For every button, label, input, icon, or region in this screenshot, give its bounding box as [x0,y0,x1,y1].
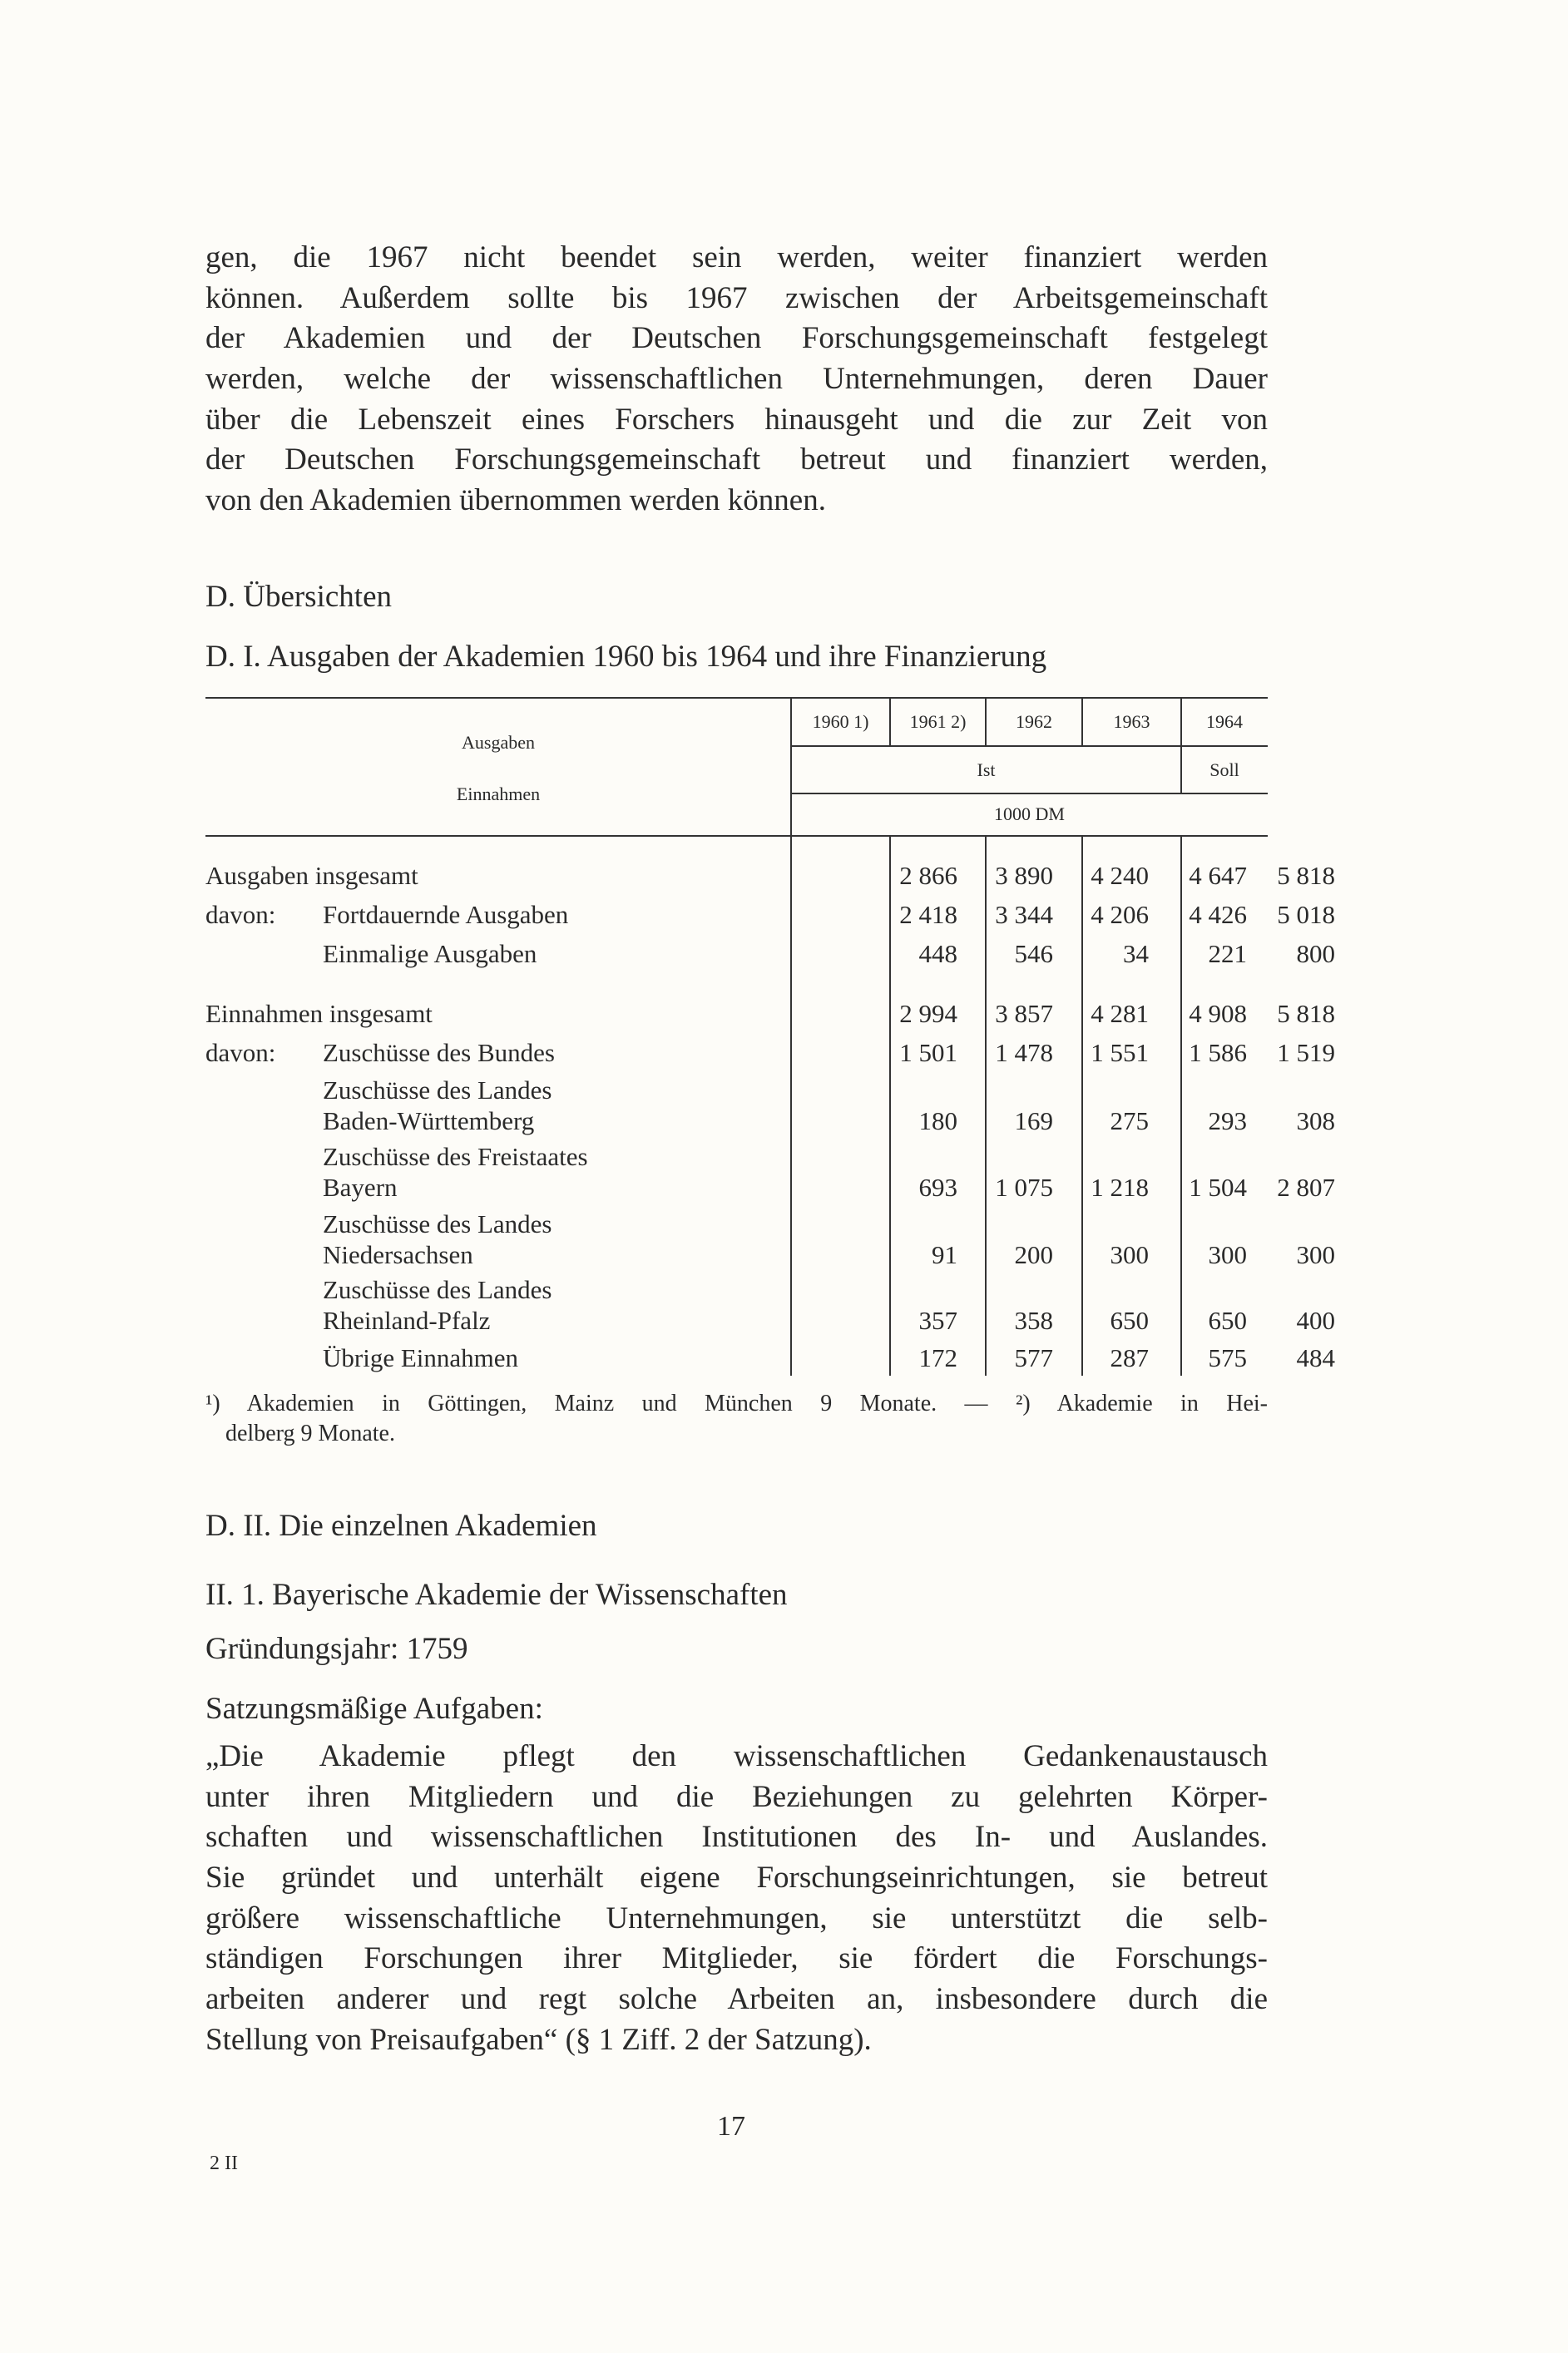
cell: 2 866 [899,861,957,890]
text-line: über die Lebenszeit eines Forschers hinausgeht und die zur Zeit von [205,402,1268,437]
cell: 1 504 [1189,1173,1247,1202]
table-row [205,1209,1335,1270]
year-header: 1963 [1113,711,1150,732]
row-label: Einmalige Ausgaben [323,939,537,968]
cell: 221 [1208,939,1247,968]
table-rule [791,745,1268,747]
text-line: von den Akademien übernommen werden können. [205,483,826,518]
intro-paragraph [205,238,1268,522]
text-line: schaften und wissenschaftlichen Institutionen des In- und Auslandes. [205,1820,1268,1855]
cell: 650 [1110,1306,1149,1335]
table-top-rule [205,697,1268,699]
year-header: 1962 [1016,711,1052,732]
text-line: größere wissenschaftliche Unternehmungen, sie unterstützt die selb- [205,1901,1268,1935]
cell: 5 018 [1277,900,1335,929]
cell: 4 281 [1091,999,1149,1028]
row-label-line2: Baden-Württemberg [323,1106,535,1135]
text-line: der Akademien und der Deutschen Forschungsgemeinschaft festgelegt [205,321,1268,356]
table-row [205,900,1335,930]
text-line: Sie gründet und unterhält eigene Forschungseinrichtungen, sie betreut [205,1861,1268,1896]
section-heading-d: D. Übersichten [205,580,392,614]
section-heading-ii1: II. 1. Bayerische Akademie der Wissenschaften [205,1578,788,1612]
text-line: ständigen Forschungen ihrer Mitglieder, sie fördert die Forschungs- [205,1941,1268,1976]
cell: 577 [1014,1343,1053,1372]
cell: 3 857 [995,999,1053,1028]
section-heading-d2: D. II. Die einzelnen Akademien [205,1509,597,1543]
footnote-line: ¹) Akademien in Göttingen, Mainz und München 9 Monate. — ²) Akademie in Hei- [205,1391,1268,1416]
statute-quote [205,1737,1268,2061]
table-row [205,1075,1335,1136]
table-row [205,1343,1335,1373]
cell: 200 [1014,1240,1053,1269]
row-label-line2: Bayern [323,1173,398,1202]
davon-label: davon: [205,900,276,929]
cell: 693 [918,1173,957,1202]
year-header: 1960 1) [812,711,869,732]
table-header-bottom-rule [205,835,1268,837]
tasks-heading: Satzungsmäßige Aufgaben: [205,1692,543,1726]
cell: 575 [1208,1343,1247,1372]
cell: 3 344 [995,900,1053,929]
page-number: 17 [717,2111,745,2142]
cell: 287 [1110,1343,1149,1372]
davon-label: davon: [205,1038,276,1067]
footnote-line: delberg 9 Monate. [225,1421,395,1446]
table-row [205,861,1335,891]
unit-header: 1000 DM [994,803,1065,824]
cell: 34 [1123,939,1149,968]
table-row [205,1275,1335,1336]
cell: 1 551 [1091,1038,1149,1067]
row-label-line2: Niedersachsen [323,1240,473,1269]
table-row [205,939,1335,969]
cell: 300 [1110,1240,1149,1269]
cell: 800 [1296,939,1335,968]
cell: 4 206 [1091,900,1149,929]
row-label-line1: Zuschüsse des Landes [323,1075,552,1105]
row-label-line2: Rheinland-Pfalz [323,1306,491,1335]
ist-header: Ist [977,759,996,780]
cell: 275 [1110,1106,1149,1135]
cell: 5 818 [1277,999,1335,1028]
row-label: Zuschüsse des Bundes [323,1038,555,1067]
cell: 169 [1014,1106,1053,1135]
cell: 308 [1296,1106,1335,1135]
stub-header-ausgaben: Ausgaben [462,732,535,753]
cell: 650 [1208,1306,1247,1335]
stub-header-einnahmen: Einnahmen [456,784,541,804]
cell: 4 647 [1189,861,1247,890]
cell: 448 [918,939,957,968]
signature-mark: 2 II [210,2153,238,2174]
cell: 484 [1296,1343,1335,1372]
cell: 1 218 [1091,1173,1149,1202]
text-line: Stellung von Preisaufgaben“ (§ 1 Ziff. 2 der Satzung). [205,2022,872,2057]
cell: 5 818 [1277,861,1335,890]
text-line: werden, welche der wissenschaftlichen Unternehmungen, deren Dauer [205,362,1268,397]
cell: 2 418 [899,900,957,929]
cell: 1 478 [995,1038,1053,1067]
table-row [205,1038,1335,1068]
row-label-line1: Zuschüsse des Landes [323,1209,552,1238]
cell: 4 908 [1189,999,1247,1028]
cell: 1 075 [995,1173,1053,1202]
cell: 2 994 [899,999,957,1028]
table-rule [791,793,1268,794]
text-line: arbeiten anderer und regt solche Arbeiten an, insbesondere durch die [205,1982,1268,2017]
row-label: Fortdauernde Ausgaben [323,900,569,929]
text-line: „Die Akademie pflegt den wissenschaftlichen Gedankenaustausch [205,1739,1268,1773]
text-line: der Deutschen Forschungsgemeinschaft betreut und finanziert werden, [205,442,1268,477]
founding-year: Gründungsjahr: 1759 [205,1632,468,1666]
cell: 358 [1014,1306,1053,1335]
soll-header: Soll [1209,759,1239,780]
year-header: 1961 2) [909,711,967,732]
cell: 293 [1208,1106,1247,1135]
row-label-line1: Zuschüsse des Landes [323,1275,552,1304]
cell: 546 [1014,939,1053,968]
text-line: gen, die 1967 nicht beendet sein werden, weiter finanziert werden [205,240,1268,274]
table-footnote [205,1389,1268,1449]
cell: 357 [918,1306,957,1335]
row-label: Übrige Einnahmen [323,1343,519,1372]
row-label-line1: Zuschüsse des Freistaates [323,1142,588,1171]
text-line: können. Außerdem sollte bis 1967 zwischen der Arbeitsgemeinschaft [205,280,1268,315]
cell: 3 890 [995,861,1053,890]
cell: 180 [918,1106,957,1135]
table-row [205,1142,1335,1203]
row-label: Einnahmen insgesamt [205,999,433,1028]
cell: 4 426 [1189,900,1247,929]
cell: 1 519 [1277,1038,1335,1067]
text-line: unter ihren Mitgliedern und die Beziehungen zu gelehrten Körper- [205,1779,1268,1814]
cell: 91 [932,1240,957,1269]
cell: 4 240 [1091,861,1149,890]
row-label: Ausgaben insgesamt [205,861,418,890]
year-header: 1964 [1206,711,1243,732]
table-row [205,999,1335,1029]
cell: 1 586 [1189,1038,1247,1067]
cell: 300 [1208,1240,1247,1269]
cell: 400 [1296,1306,1335,1335]
section-heading-d1: D. I. Ausgaben der Akademien 1960 bis 1964 und ihre Finanzierung [205,640,1047,674]
cell: 172 [918,1343,957,1372]
cell: 2 807 [1277,1173,1335,1202]
cell: 1 501 [899,1038,957,1067]
cell: 300 [1296,1240,1335,1269]
